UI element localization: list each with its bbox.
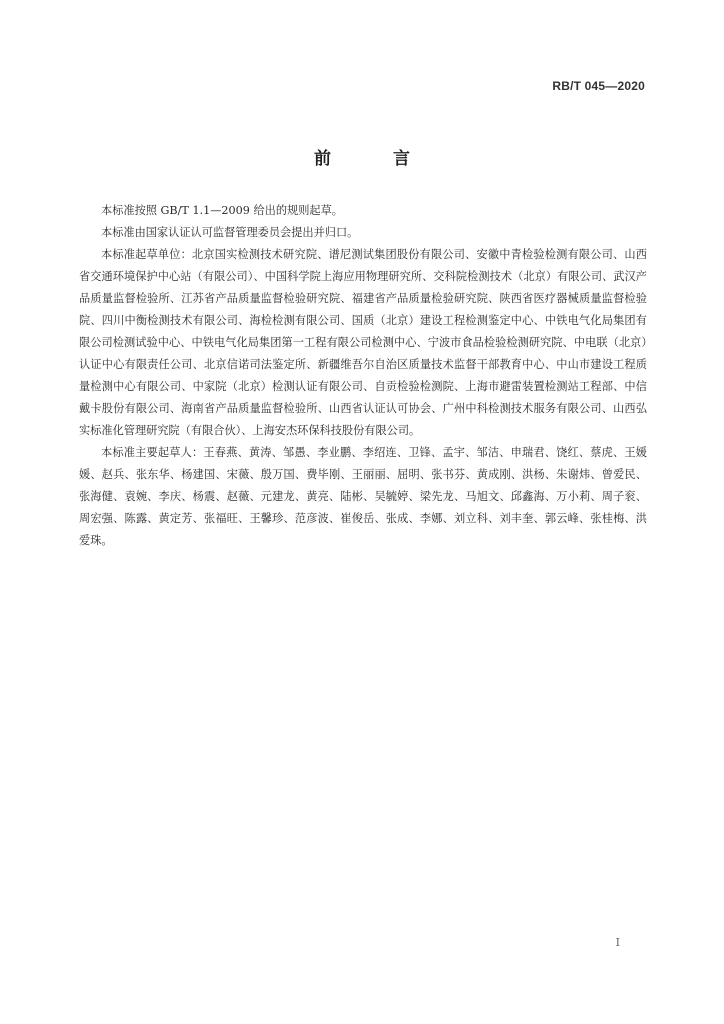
paragraph-drafters: 本标准主要起草人：王春燕、黄涛、邹愚、李业鹏、李绍连、卫锋、孟宇、邹洁、申瑞君、饶红、蔡虎、王媛媛、赵兵、张东华、杨建国、宋薇、殷万国、费毕刚、王丽丽、屈明、张书芬、黄成刚、洪杨、朱谢炜、曾爱民、张海健、袁婉、李庆、杨震、赵薇、元建龙、黄亮、陆彬、吴毓婷、梁先龙、马旭文、邱鑫海、万小莉、周子衮、周宏强、陈露、黄定芳、张福旺、王馨珍、范彦波、崔俊岳、张成、李娜、刘立科、刘丰奎、郭云峰、张桂梅、洪爱珠。 xyxy=(79,446,647,547)
paragraph-drafting-units: 本标准起草单位：北京国实检测技术研究院、谱尼测试集团股份有限公司、安徽中青检验检测有限公司、山西省交通环境保护中心站（有限公司）、中国科学院上海应用物理研究所、交科院检测技术（北京）有限公司、武汉产品质量监督检验所、江苏省产品质量监督检验研究院、福建省产品质量检验研究院、陕西省医疗器械质量监督检验院、四川中衡检测技术有限公司、海检检测有限公司、国质（北京）建设工程检测鉴定中心、中铁电气化局集团有限公司检测试验中心、中铁电气化局集团第一工程有限公司检测中心、宁波市食品检验检测研究院、中电联（北京）认证中心有限责任公司、北京信诺司法鉴定所、新疆维吾尔自治区质量技术监督干部教育中心、中山市建设工程质量检测中心有限公司、中家院（北京）检测认证有限公司、自贡检验检测院、上海市避雷装置检测站工程部、中信戴卡股份有限公司、海南省产品质量监督检验所、山西省认证认可协会、广州中科检测技术服务有限公司、山西弘实标准化管理研究院（有限合伙）、上海安杰环保科技股份有限公司。 xyxy=(79,248,647,437)
page-title: 前 言 xyxy=(314,149,438,169)
page-number: I xyxy=(615,936,620,949)
standard-number: RB/T 045—2020 xyxy=(552,79,645,93)
paragraph-drafting-rules: 本标准按照 GB/T 1.1—2009 给出的规则起草。 xyxy=(101,204,343,217)
foreword-body xyxy=(79,200,647,552)
paragraph-proposer: 本标准由国家认证认可监督管理委员会提出并归口。 xyxy=(101,226,359,239)
